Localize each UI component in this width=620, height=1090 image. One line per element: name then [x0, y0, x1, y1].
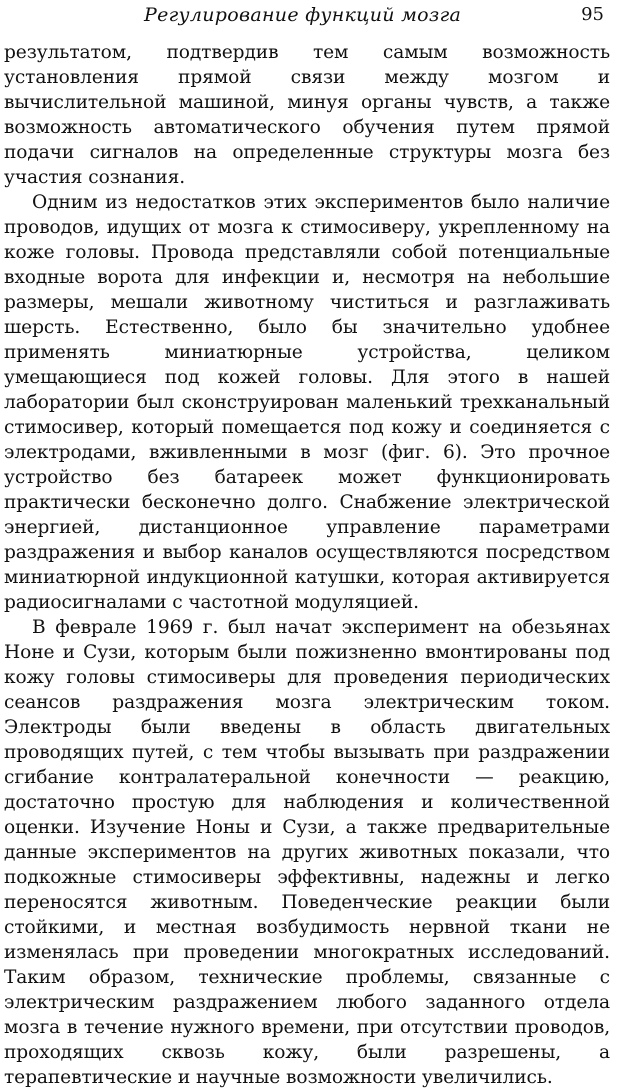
running-title: Регулирование функций мозга — [144, 4, 462, 26]
paragraph-continuation: результатом, подтвердив тем самым возможность установления прямой связи между мозгом и вычислительной машиной, минуя органы чувств, а также возможность автоматического обучения путем прямой подачи сигналов на определенные структуры мозга без участия сознания. — [4, 42, 610, 188]
page-number: 95 — [581, 4, 604, 25]
paragraph-wire-drawbacks: Одним из недостатков этих экспериментов было наличие проводов, идущих от мозга к стимосиверу, укрепленному на коже головы. Провода представляли собой потенциальные входные ворота для инфекции и, несмотря на небольшие размеры, мешали животному чиститься и разглаживать шерсть. Естественно, было бы значительно удобнее применять миниатюрные устройства, целиком умещающиеся под кожей головы. Для этого в нашей лаборатории был сконструирован маленький трехканальный стимосивер, который помещается под кожу и соединяется с электродами, вживленными в мозг (фиг. 6). Это прочное устройство без батареек может функционировать практически бесконечно долго. Снабжение электрической энергией, дистанционное управление параметрами раздражения и выбор каналов осуществляются посредством миниатюрной индукционной катушки, которая активируется радиосигналами с частотной модуляцией. — [4, 192, 610, 613]
body-text — [4, 40, 610, 1090]
paragraph-monkey-experiment: В феврале 1969 г. был начат эксперимент на обезьянах Ноне и Сузи, которым были пожизненно вмонтированы под кожу головы стимосиверы для проведения периодических сеансов раздражения мозга электрическим током. Электроды были введены в область двигательных проводящих путей, с тем чтобы вызывать при раздражении сгибание контралатеральной конечности — реакцию, достаточно простую для наблюдения и количественной оценки. Изучение Ноны и Сузи, а также предварительные данные экспериментов на других животных показали, что подкожные стимосиверы эффективны, надежны и легко переносятся животным. Поведенческие реакции были стойкими, и местная возбудимость нервной ткани не изменялась при проведении многократных исследований. Таким образом, технические проблемы, связанные с электрическим раздражением любого заданного отдела мозга в течение нужного времени, при отсутствии проводов, проходящих сквозь кожу, были разрешены, а терапевтические и научные возможности увеличились. — [4, 617, 610, 1088]
running-head — [4, 0, 610, 40]
